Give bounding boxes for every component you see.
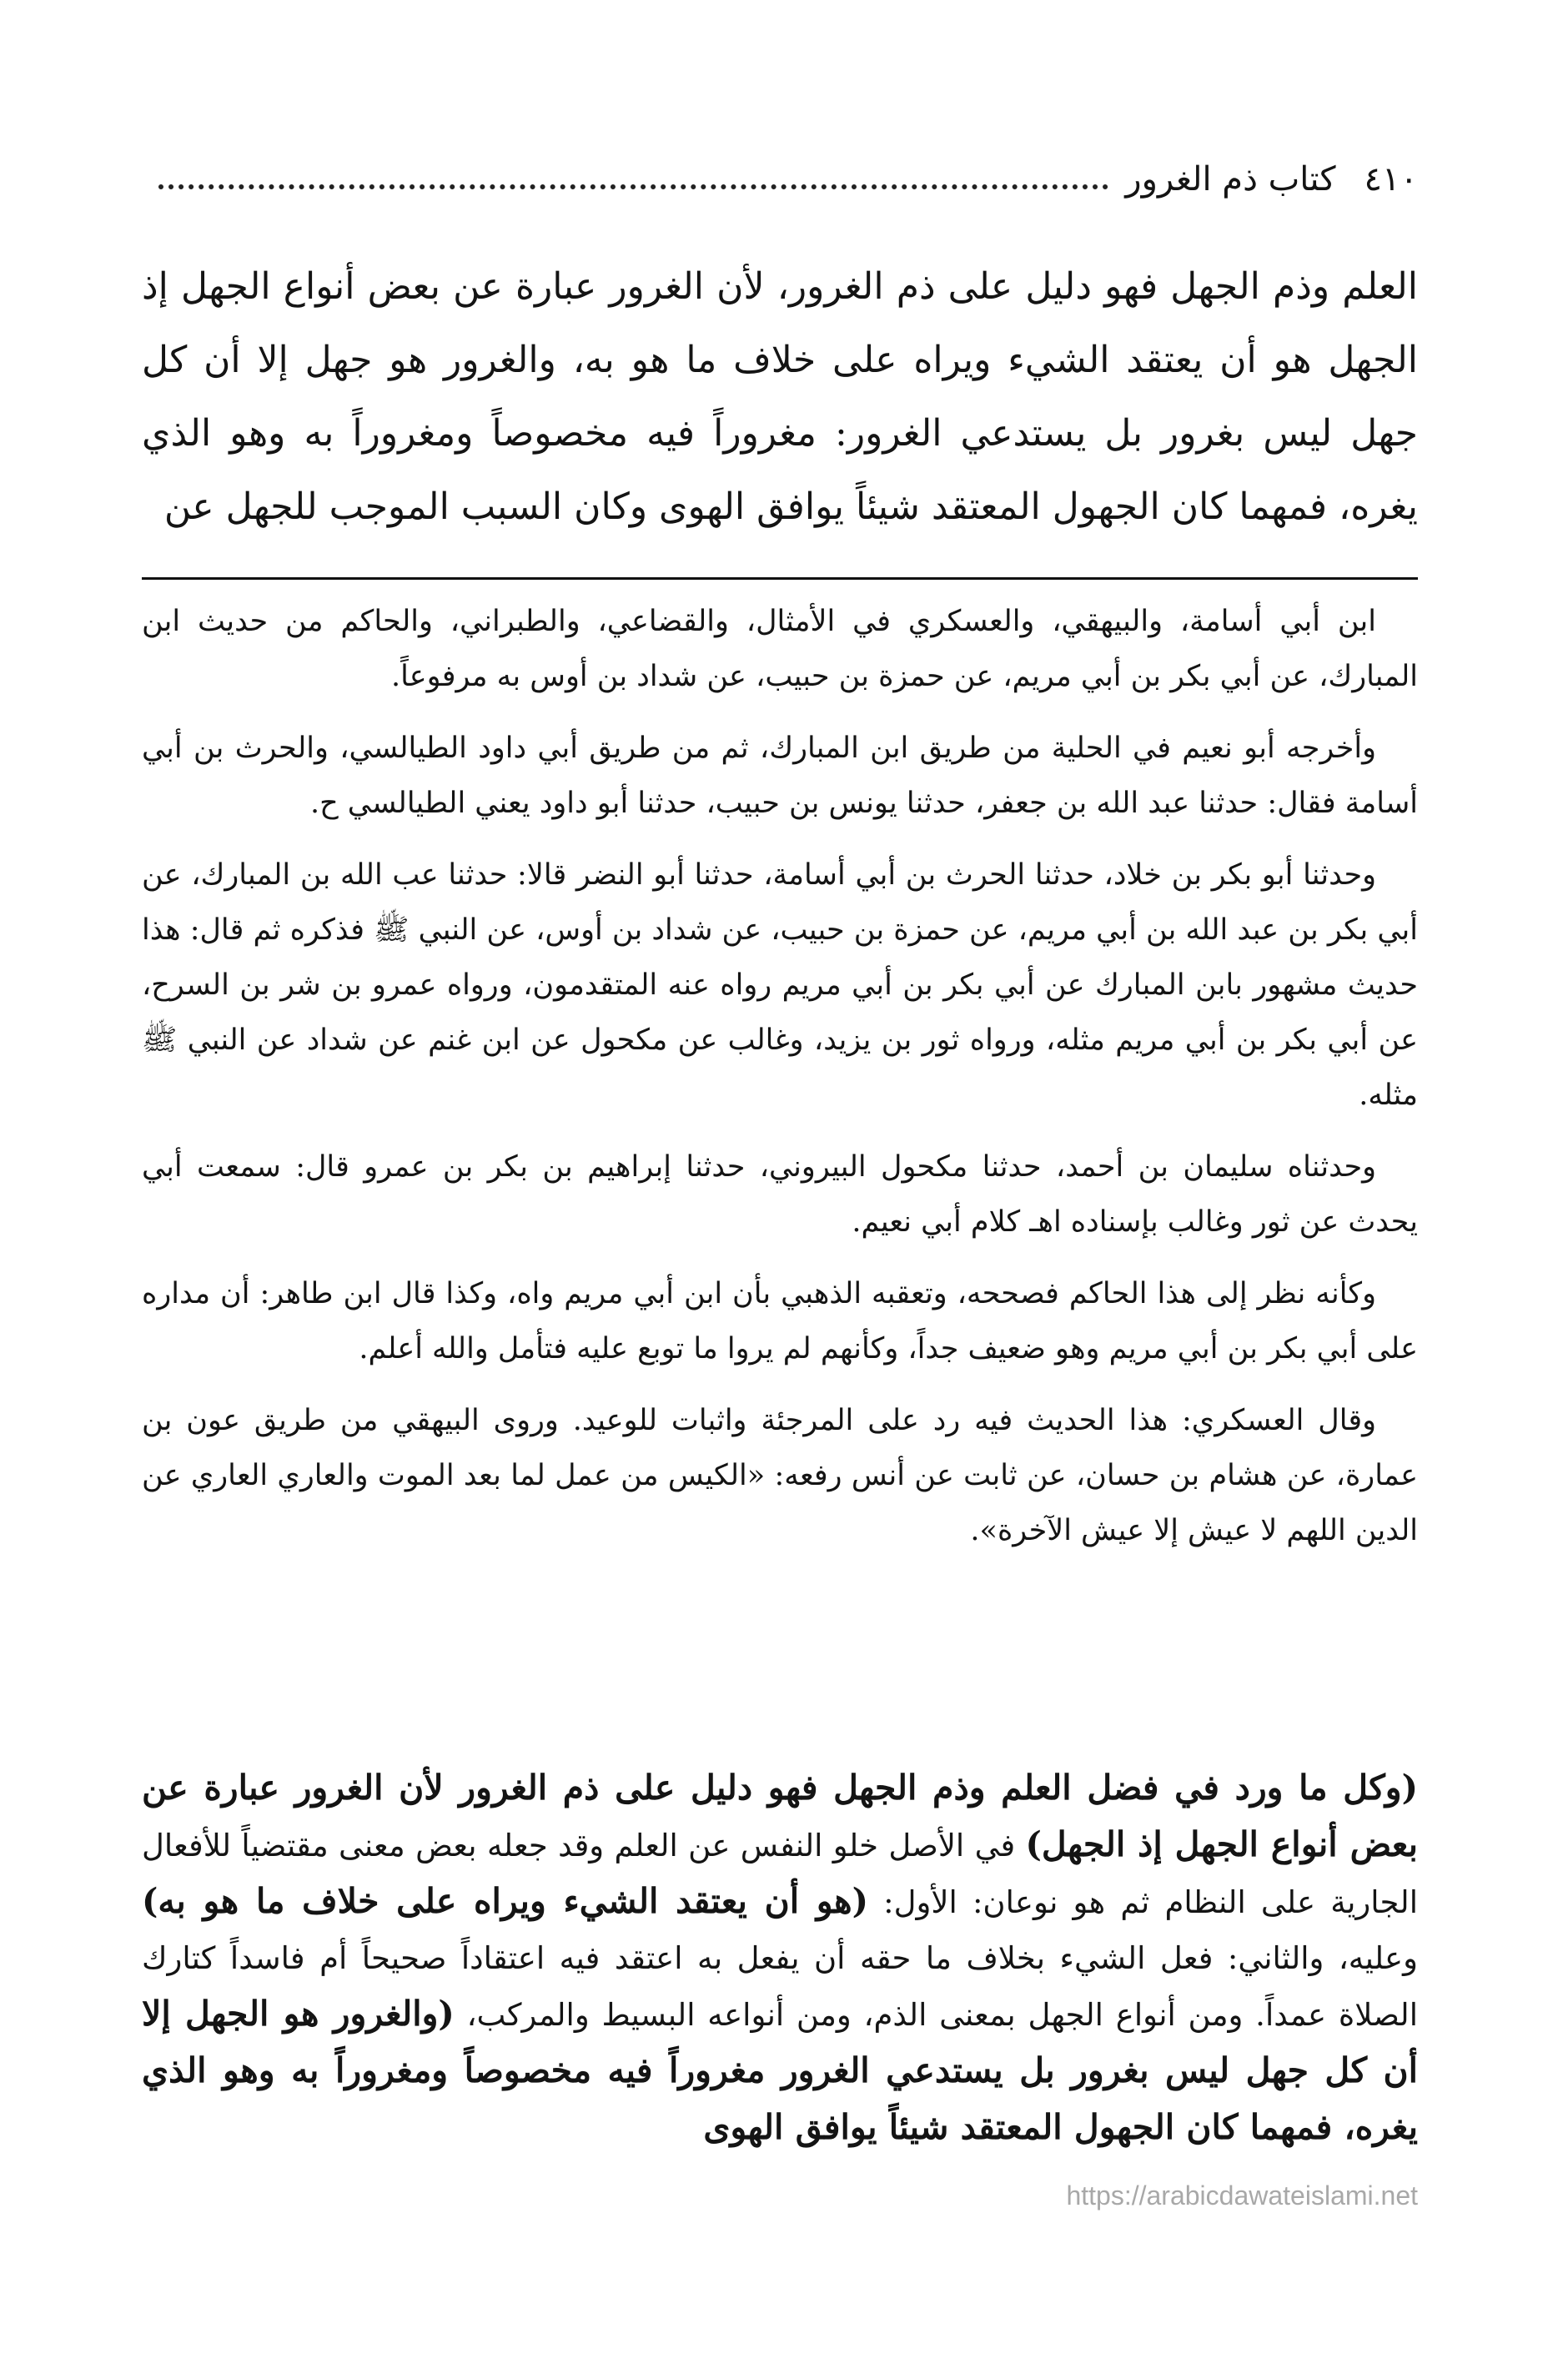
commentary-paragraph xyxy=(142,1760,1418,2156)
quoted-matn: (والغرور هو الجهل إلا أن كل جهل ليس بغرور بل يستدعي الغرور مغروراً فيه مخصوصاً ومغروراً به وهو الذي يغره، فمهما كان الجهول المعتقد شيئاً يوافق الهوى xyxy=(142,1994,1418,2147)
commentary-text: في الأصل خلو النفس عن العلم وقد جعله بعض معنى مقتضياً للأفعال الجارية على النظام ثم هو نوعان: الأول: xyxy=(142,1828,1418,1920)
page-number: ٤١٠ xyxy=(1364,160,1418,199)
quoted-matn: (وكل ما ورد في فضل العلم وذم الجهل فهو دليل على ذم الغرور لأن الغرور عبارة عن بعض أنواع الجهل إذ الجهل) xyxy=(142,1768,1419,1864)
footnote-paragraph: وأخرجه أبو نعيم في الحلية من طريق ابن المبارك، ثم من طريق أبي داود الطيالسي، والحرث بن أبي أسامة فقال: حدثنا عبد الله بن جعفر، حدثنا يونس بن حبيب، حدثنا أبو داود يعني الطيالسي ح. xyxy=(142,732,1418,820)
watermark-url: https://arabicdawateislami.net xyxy=(1066,2180,1418,2211)
commentary xyxy=(142,1760,1418,2156)
main-paragraph: العلم وذم الجهل فهو دليل على ذم الغرور، لأن الغرور عبارة عن بعض أنواع الجهل إذ الجهل هو أن يعتقد الشيء ويراه على خلاف ما هو به، والغرور هو جهل إلا أن كل جهل ليس بغرور بل يستدعي الغرور: مغروراً فيه مخصوصاً ومغروراً به وهو الذي يغره، فمهما كان الجهول المعتقد شيئاً يوافق الهوى وكان السبب الموجب للجهل عن xyxy=(142,265,1418,528)
footnote-paragraph: وكأنه نظر إلى هذا الحاكم فصححه، وتعقبه الذهبي بأن ابن أبي مريم واه، وكذا قال ابن طاهر: أن مداره على أبي بكر بن أبي مريم وهو ضعيف جداً، وكأنهم لم يروا ما توبع عليه فتأمل والله أعلم. xyxy=(142,1277,1418,1366)
commentary-text: وعليه، والثاني: فعل الشيء بخلاف ما حقه أن يفعل به اعتقد فيه اعتقاداً صحيحاً أم فاسداً كتارك الصلاة عمداً. ومن أنواع الجهل بمعنى الذم، ومن أنواعه البسيط والمركب، xyxy=(142,1940,1418,2033)
footnote-paragraph: وحدثنا أبو بكر بن خلاد، حدثنا الحرث بن أبي أسامة، حدثنا أبو النضر قالا: حدثنا عب الله بن المبارك، عن أبي بكر بن عبد الله بن أبي مريم، عن حمزة بن حبيب، عن شداد بن أوس، عن النبي ﷺ فذكره ثم قال: هذا حديث مشهور بابن المبارك عن أبي بكر بن أبي مريم رواه عنه المتقدمون، ورواه عمرو بن شر بن السرح، عن أبي بكر بن أبي مريم مثله، ورواه ثور بن يزيد، وغالب عن مكحول عن ابن غنم عن شداد عن النبي ﷺ مثله. xyxy=(142,858,1418,1112)
quoted-matn: (هو أن يعتقد الشيء ويراه على خلاف ما هو به) xyxy=(142,1881,868,1921)
header-dotted-leader xyxy=(158,184,1108,189)
running-title: كتاب ذم الغرور xyxy=(1125,160,1336,199)
footnote-separator xyxy=(142,577,1418,580)
main-text xyxy=(142,250,1418,544)
footnote-paragraph: ابن أبي أسامة، والبيهقي، والعسكري في الأمثال، والقضاعي، والطبراني، والحاكم من حديث ابن المبارك، عن أبي بكر بن أبي مريم، عن حمزة بن حبيب، عن شداد بن أوس به مرفوعاً. xyxy=(142,605,1418,693)
footnote-paragraph: وقال العسكري: هذا الحديث فيه رد على المرجئة واثبات للوعيد. وروى البيهقي من طريق عون بن عمارة، عن هشام بن حسان، عن ثابت عن أنس رفعه: «الكيس من عمل لما بعد الموت والعاري العاري عن الدين اللهم لا عيش إلا عيش الآخرة». xyxy=(142,1404,1418,1547)
footnote-paragraph: وحدثناه سليمان بن أحمد، حدثنا مكحول البيروني، حدثنا إبراهيم بن بكر بن عمرو قال: سمعت أبي يحدث عن ثور وغالب بإسناده اهـ كلام أبي نعيم. xyxy=(142,1150,1418,1239)
page-header xyxy=(142,150,1418,209)
footnotes xyxy=(142,594,1418,1575)
